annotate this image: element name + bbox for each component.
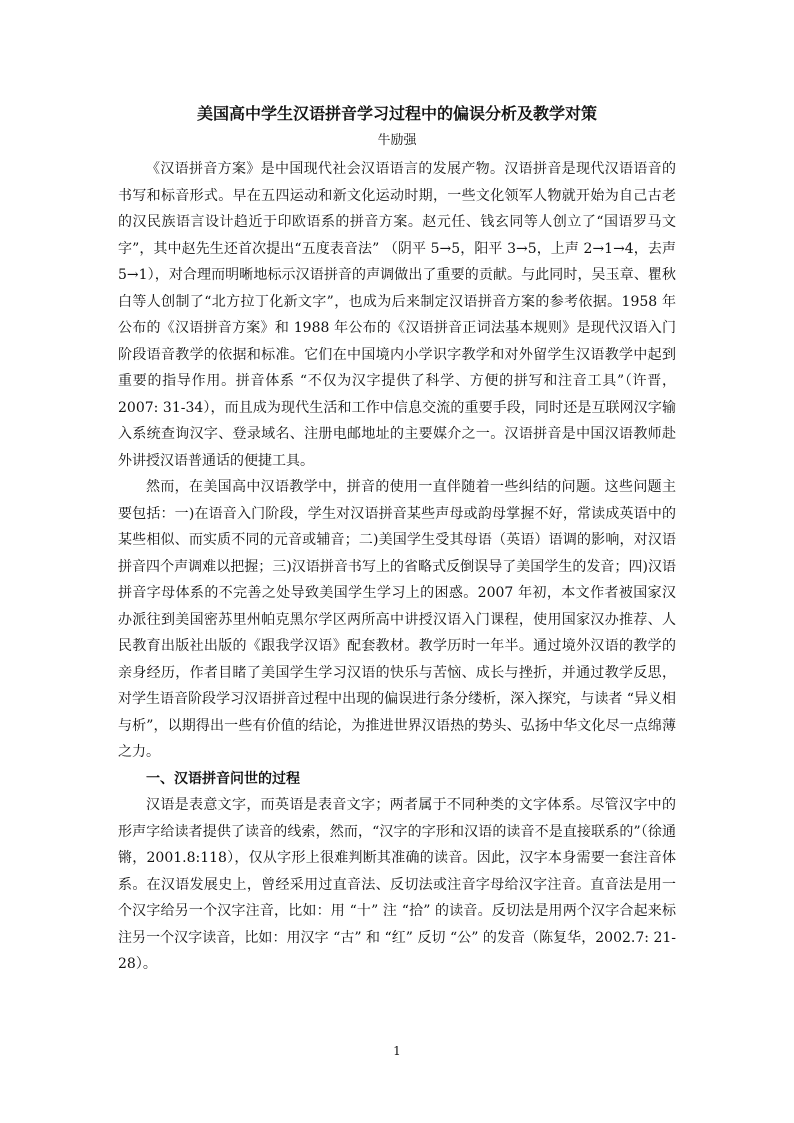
author-name: 牛励强 [377,133,417,148]
page-number: 1 [393,1044,401,1058]
document-body [118,100,676,978]
paragraph-intro: 《汉语拼音方案》是中国现代社会汉语语言的发展产物。汉语拼音是现代汉语语音的书写和标音形式。早在五四运动和新文化运动时期，一些文化领军人物就开始为自己古老的汉民族语言设计趋近于印欧语系的拼音方案。赵元任、钱玄同等人创立了“国语罗马文字”，其中赵先生还首次提出“五度表音法” （阴平 5→5，阳平 3→5，上声 2→1→4，去声 5→1），对合理而明晰地标示汉语拼音的声调做出了重要的贡献。与此同时，吴玉章、瞿秋白等人创制了“北方拉丁化新文字”，也成为后来制定汉语拼音方案的参考依据。1958 年公布的《汉语拼音方案》和 1988 年公布的《汉语拼音正词法基本规则》是现代汉语入门阶段语音教学的依据和标准。它们在中国境内小学识字教学和对外留学生汉语教学中起到重要的指导作用。拼音体系 “不仅为汉字提供了科学、方便的拼写和注音工具”（许晋，2007: 31-34），而且成为现代生活和工作中信息交流的重要手段，同时还是互联网汉字输入系统查询汉字、登录域名、注册电邮地址的主要媒介之一。汉语拼音是中国汉语教师赴外讲授汉语普通话的便捷工具。 [118,161,676,469]
paragraph-problems: 然而，在美国高中汉语教学中，拼音的使用一直伴随着一些纠结的问题。这些问题主要包括：一)在语音入门阶段，学生对汉语拼音某些声母或韵母掌握不好，常读成英语中的某些相似、而实质不同的元音或辅音；二)美国学生受其母语（英语）语调的影响，对汉语拼音四个声调难以把握；三)汉语拼音书写上的省略式反倒误导了美国学生的发音；四)汉语拼音字母体系的不完善之处导致美国学生学习上的困惑。2007 年初，本文作者被国家汉办派往到美国密苏里州帕克黑尔学区两所高中讲授汉语入门课程，使用国家汉办推荐、人民教育出版社出版的《跟我学汉语》配套教材。教学历时一年半。通过境外汉语的教学的亲身经历，作者目睹了美国学生学习汉语的快乐与苦恼、成长与挫折，并通过教学反思，对学生语音阶段学习汉语拼音过程中出现的偏误进行条分缕析，深入探究，与读者 “异义相与析”，以期得出一些有价值的结论，为推进世界汉语热的势头、弘扬中华文化尽一点绵薄之力。 [118,479,676,760]
document-title: 美国高中学生汉语拼音学习过程中的偏误分析及教学对策 [196,104,597,123]
section-heading: 一、汉语拼音问世的过程 [146,770,300,787]
paragraph-section-one: 汉语是表意文字，而英语是表音文字；两者属于不同种类的文字体系。尽管汉字中的形声字给读者提供了读音的线索，然而，“汉字的字形和汉语的读音不是直接联系的”（徐通锵，2001.8:118），仅从字形上很难判断其准确的读音。因此，汉字本身需要一套注音体系。在汉语发展史上，曾经采用过直音法、反切法或注音字母给汉字注音。直音法是用一个汉字给另一个汉字注音，比如：用 “十” 注 “拾” 的读音。反切法是用两个汉字合起来标注另一个汉字读音，比如：用汉字 “古” 和 “红” 反切 “公” 的发音（陈复华，2002.7: 21-28）。 [118,797,676,972]
